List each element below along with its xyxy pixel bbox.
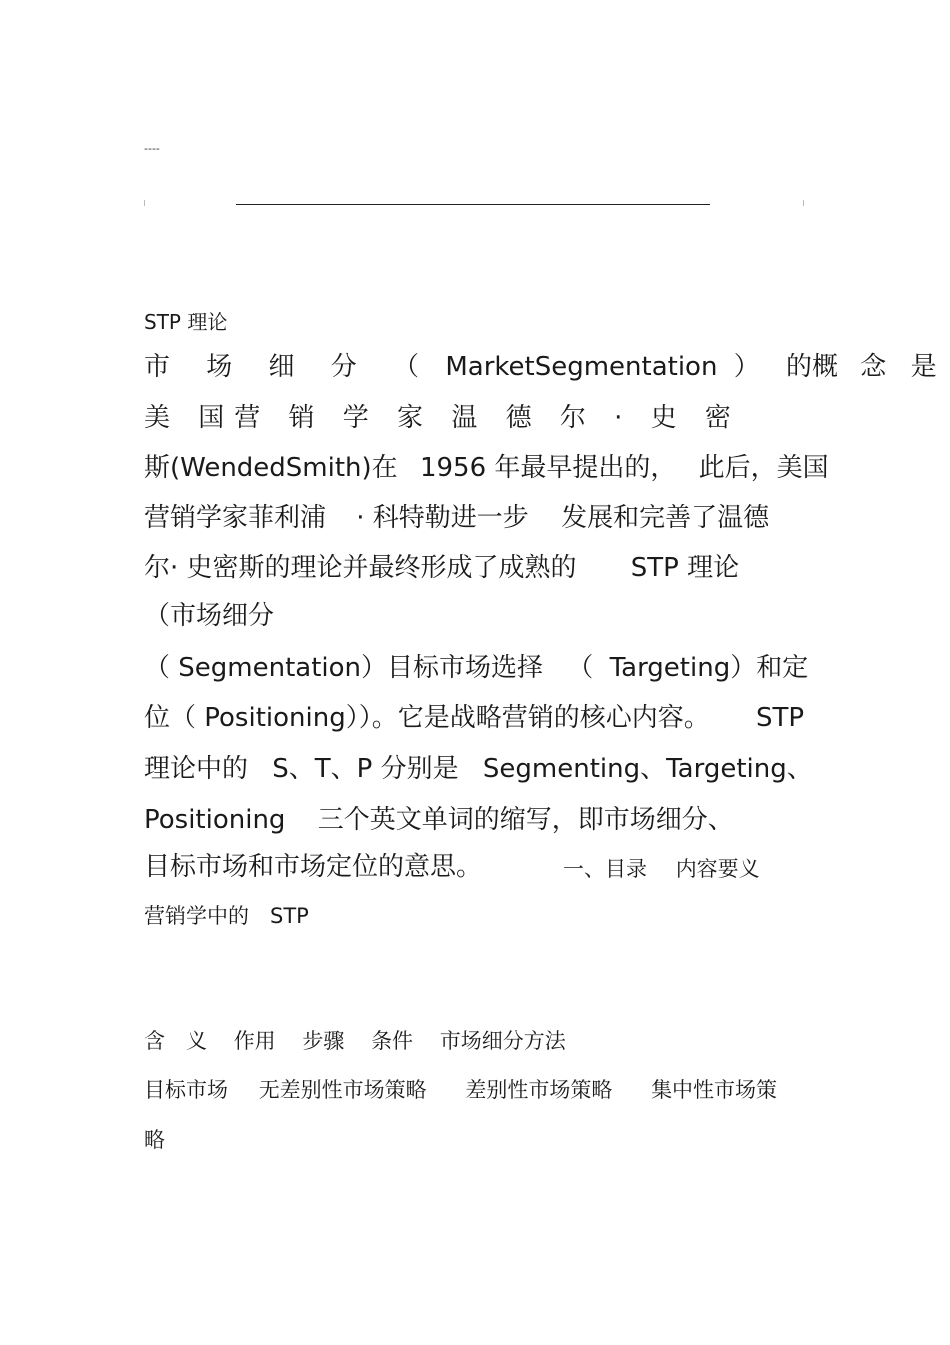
line9-seg3: Segmenting、Targeting、 <box>482 754 813 784</box>
line1-seg4: 的概 <box>786 352 839 382</box>
line7-seg2: （ <box>567 653 594 683</box>
toc-inline <box>563 856 760 882</box>
header-tick-left <box>144 200 145 206</box>
line5-seg1: 尔· 史密斯的理论并最终形成了成熟的 <box>144 553 577 583</box>
line1-seg5: 念 <box>860 352 887 382</box>
doc-title: STP 理论 <box>144 310 228 334</box>
toc-inline-item: 内容要义 <box>675 857 760 881</box>
line8-seg2: STP <box>755 703 805 733</box>
line1-seg6: 是 <box>910 352 937 382</box>
toc-item-undifferentiated: 无差别性市场策略 <box>258 1078 427 1102</box>
body-line-1 <box>144 352 937 382</box>
line3-seg2: 1956 年最早提出的， <box>419 453 677 483</box>
line10-seg2: 三个英文单词的缩写，即市场细分、 <box>317 805 734 835</box>
line1-seg2: MarketSegmentation <box>445 352 718 382</box>
toc-item-steps: 步骤 <box>302 1029 345 1053</box>
line3-seg3: 此后，美国 <box>698 453 829 483</box>
line10-seg1: Positioning <box>144 805 286 835</box>
toc-row-1 <box>144 1028 566 1054</box>
body-line-3 <box>144 453 829 483</box>
line8-seg1: 位（ Positioning））。它是战略营销的核心内容。 <box>144 703 710 733</box>
body-line-8 <box>144 703 804 733</box>
toc-item-target-market: 目标市场 <box>144 1078 228 1102</box>
toc-line-2: 营销学中的 STP <box>144 904 309 928</box>
toc-item-meaning: 含 义 <box>144 1029 207 1053</box>
toc-item-differentiated: 差别性市场策略 <box>465 1078 613 1102</box>
body-line-10 <box>144 805 734 835</box>
header-mark: ---- <box>144 142 160 155</box>
toc-row-2 <box>144 1077 777 1103</box>
body-line-11 <box>144 852 482 882</box>
toc-item-concentrated: 集中性市场策 <box>651 1078 778 1102</box>
toc-item-segmentation-method: 市场细分方法 <box>439 1029 566 1053</box>
line11-seg1: 目标市场和市场定位的意思。 <box>144 852 483 882</box>
line7-seg1: （ Segmentation）目标市场选择 <box>144 653 544 683</box>
line3-seg1: 斯(WendedSmith)在 <box>144 453 398 483</box>
line9-seg1: 理论中的 <box>144 754 249 784</box>
line9-seg2: S、T、P 分别是 <box>272 754 459 784</box>
line2-seg1: 美 国营 销 学 家 温 德 尔 · 史 密 <box>144 403 741 433</box>
header-rule <box>236 204 710 205</box>
body-line-5 <box>144 553 739 583</box>
body-line-2 <box>144 403 741 433</box>
body-line-9 <box>144 754 813 784</box>
line1-seg3: ） <box>733 352 760 382</box>
body-line-4 <box>144 503 769 533</box>
toc-row-3: 略 <box>144 1128 165 1152</box>
line6-seg1: （市场细分 <box>144 601 275 631</box>
header-tick-right <box>803 200 804 206</box>
toc-item-function: 作用 <box>233 1029 276 1053</box>
toc-inline-heading: 一、目录 <box>563 857 647 881</box>
line4-seg2: · 科特勒进一步 <box>356 503 529 533</box>
line5-seg2: STP 理论 <box>630 553 740 583</box>
line4-seg3: 发展和完善了温德 <box>561 503 770 533</box>
line1-seg1: 市 场 细 分 （ <box>144 352 434 382</box>
line4-seg1: 营销学家菲利浦 <box>144 503 327 533</box>
line7-seg3: Targeting）和定 <box>609 653 809 683</box>
toc-item-conditions: 条件 <box>371 1029 414 1053</box>
body-line-7 <box>144 653 808 683</box>
body-line-6 <box>144 601 274 631</box>
